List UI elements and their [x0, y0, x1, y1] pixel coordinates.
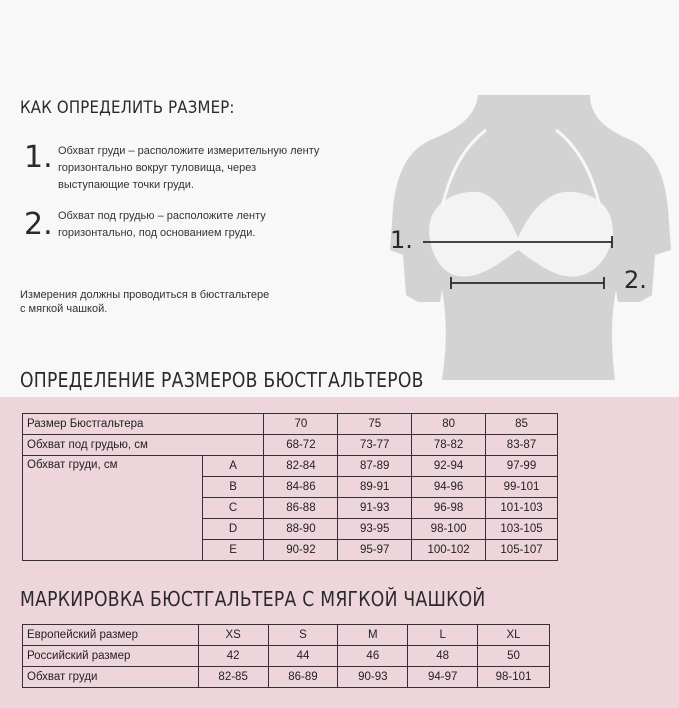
table-row [23, 667, 550, 688]
bust-cell: 87-89 [338, 456, 412, 477]
row-label-cell: Европейский размер [23, 625, 199, 646]
value-cell: 50 [478, 646, 550, 667]
step-1-number: 1. [24, 140, 53, 175]
bust-cell: 92-94 [412, 456, 486, 477]
bust-cell: 89-91 [338, 477, 412, 498]
note-line-1: Измерения должны проводиться в бюстгальтере [20, 289, 270, 301]
underbust-cell: 83-87 [486, 435, 558, 456]
bust-cell: 93-95 [338, 519, 412, 540]
page-title: КАК ОПРЕДЕЛИТЬ РАЗМЕР: [20, 98, 235, 118]
bust-cell: 84-86 [264, 477, 338, 498]
table-row [23, 646, 550, 667]
underbust-cell: 68-72 [264, 435, 338, 456]
band-size-cell: 80 [412, 414, 486, 435]
cup-cell: D [202, 519, 264, 540]
value-cell: 94-97 [408, 667, 478, 688]
step-2-line-2: горизонтально, под основанием груди. [58, 227, 256, 239]
bust-cell: 88-90 [264, 519, 338, 540]
cup-cell: B [202, 477, 264, 498]
cup-cell: A [202, 456, 264, 477]
bust-cell: 90-92 [264, 540, 338, 561]
row-label-cell: Обхват груди [23, 667, 199, 688]
value-cell: 46 [338, 646, 408, 667]
value-cell: 48 [408, 646, 478, 667]
bra-size-table [22, 413, 558, 561]
table-row [23, 625, 550, 646]
value-cell: 44 [268, 646, 338, 667]
torso-diagram [390, 90, 679, 380]
note-line-2: с мягкой чашкой. [20, 303, 108, 315]
value-cell: S [268, 625, 338, 646]
value-cell: 98-101 [478, 667, 550, 688]
soft-cup-table [22, 624, 550, 688]
step-1-line-1: Обхват груди – расположите измерительную ленту [58, 145, 320, 157]
table-row [23, 414, 558, 435]
bust-label: 1. [390, 226, 413, 254]
underbust-cell: 78-82 [412, 435, 486, 456]
bust-label-cell: Обхват груди, см [23, 456, 203, 561]
bust-cell: 105-107 [486, 540, 558, 561]
band-size-cell: 75 [338, 414, 412, 435]
bust-cell: 82-84 [264, 456, 338, 477]
header-label-cell: Размер Бюстгальтера [23, 414, 264, 435]
bust-cell: 103-105 [486, 519, 558, 540]
value-cell: 90-93 [338, 667, 408, 688]
band-size-cell: 70 [264, 414, 338, 435]
bust-cell: 97-99 [486, 456, 558, 477]
bust-cell: 86-88 [264, 498, 338, 519]
value-cell: XL [478, 625, 550, 646]
underbust-cell: 73-77 [338, 435, 412, 456]
value-cell: 82-85 [198, 667, 268, 688]
bust-cell: 96-98 [412, 498, 486, 519]
step-2-number: 2. [24, 207, 53, 242]
step-1-text [58, 143, 418, 194]
band-size-cell: 85 [486, 414, 558, 435]
size-chart-title: ОПРЕДЕЛЕНИЕ РАЗМЕРОВ БЮСТГАЛЬТЕРОВ [20, 368, 424, 392]
cup-cell: C [202, 498, 264, 519]
step-2-line-1: Обхват под грудью – расположите ленту [58, 210, 266, 222]
row-label-cell: Российский размер [23, 646, 199, 667]
bust-cell: 95-97 [338, 540, 412, 561]
value-cell: L [408, 625, 478, 646]
table-row [23, 435, 558, 456]
underbust-label-cell: Обхват под грудью, см [23, 435, 264, 456]
value-cell: XS [198, 625, 268, 646]
soft-cup-title: МАРКИРОВКА БЮСТГАЛЬТЕРА С МЯГКОЙ ЧАШКОЙ [20, 587, 486, 611]
value-cell: 42 [198, 646, 268, 667]
bust-cell: 100-102 [412, 540, 486, 561]
value-cell: 86-89 [268, 667, 338, 688]
underbust-label: 2. [624, 266, 647, 294]
step-2-text [58, 208, 418, 242]
bust-cell: 91-93 [338, 498, 412, 519]
bust-cell: 98-100 [412, 519, 486, 540]
bust-cell: 99-101 [486, 477, 558, 498]
step-1-line-3: выступающие точки груди. [58, 179, 194, 191]
bust-cell: 101-103 [486, 498, 558, 519]
bust-cell: 94-96 [412, 477, 486, 498]
measurement-note [20, 288, 350, 316]
table-row [23, 456, 558, 477]
cup-cell: E [202, 540, 264, 561]
value-cell: M [338, 625, 408, 646]
step-1-line-2: горизонтально вокруг туловища, через [58, 162, 257, 174]
